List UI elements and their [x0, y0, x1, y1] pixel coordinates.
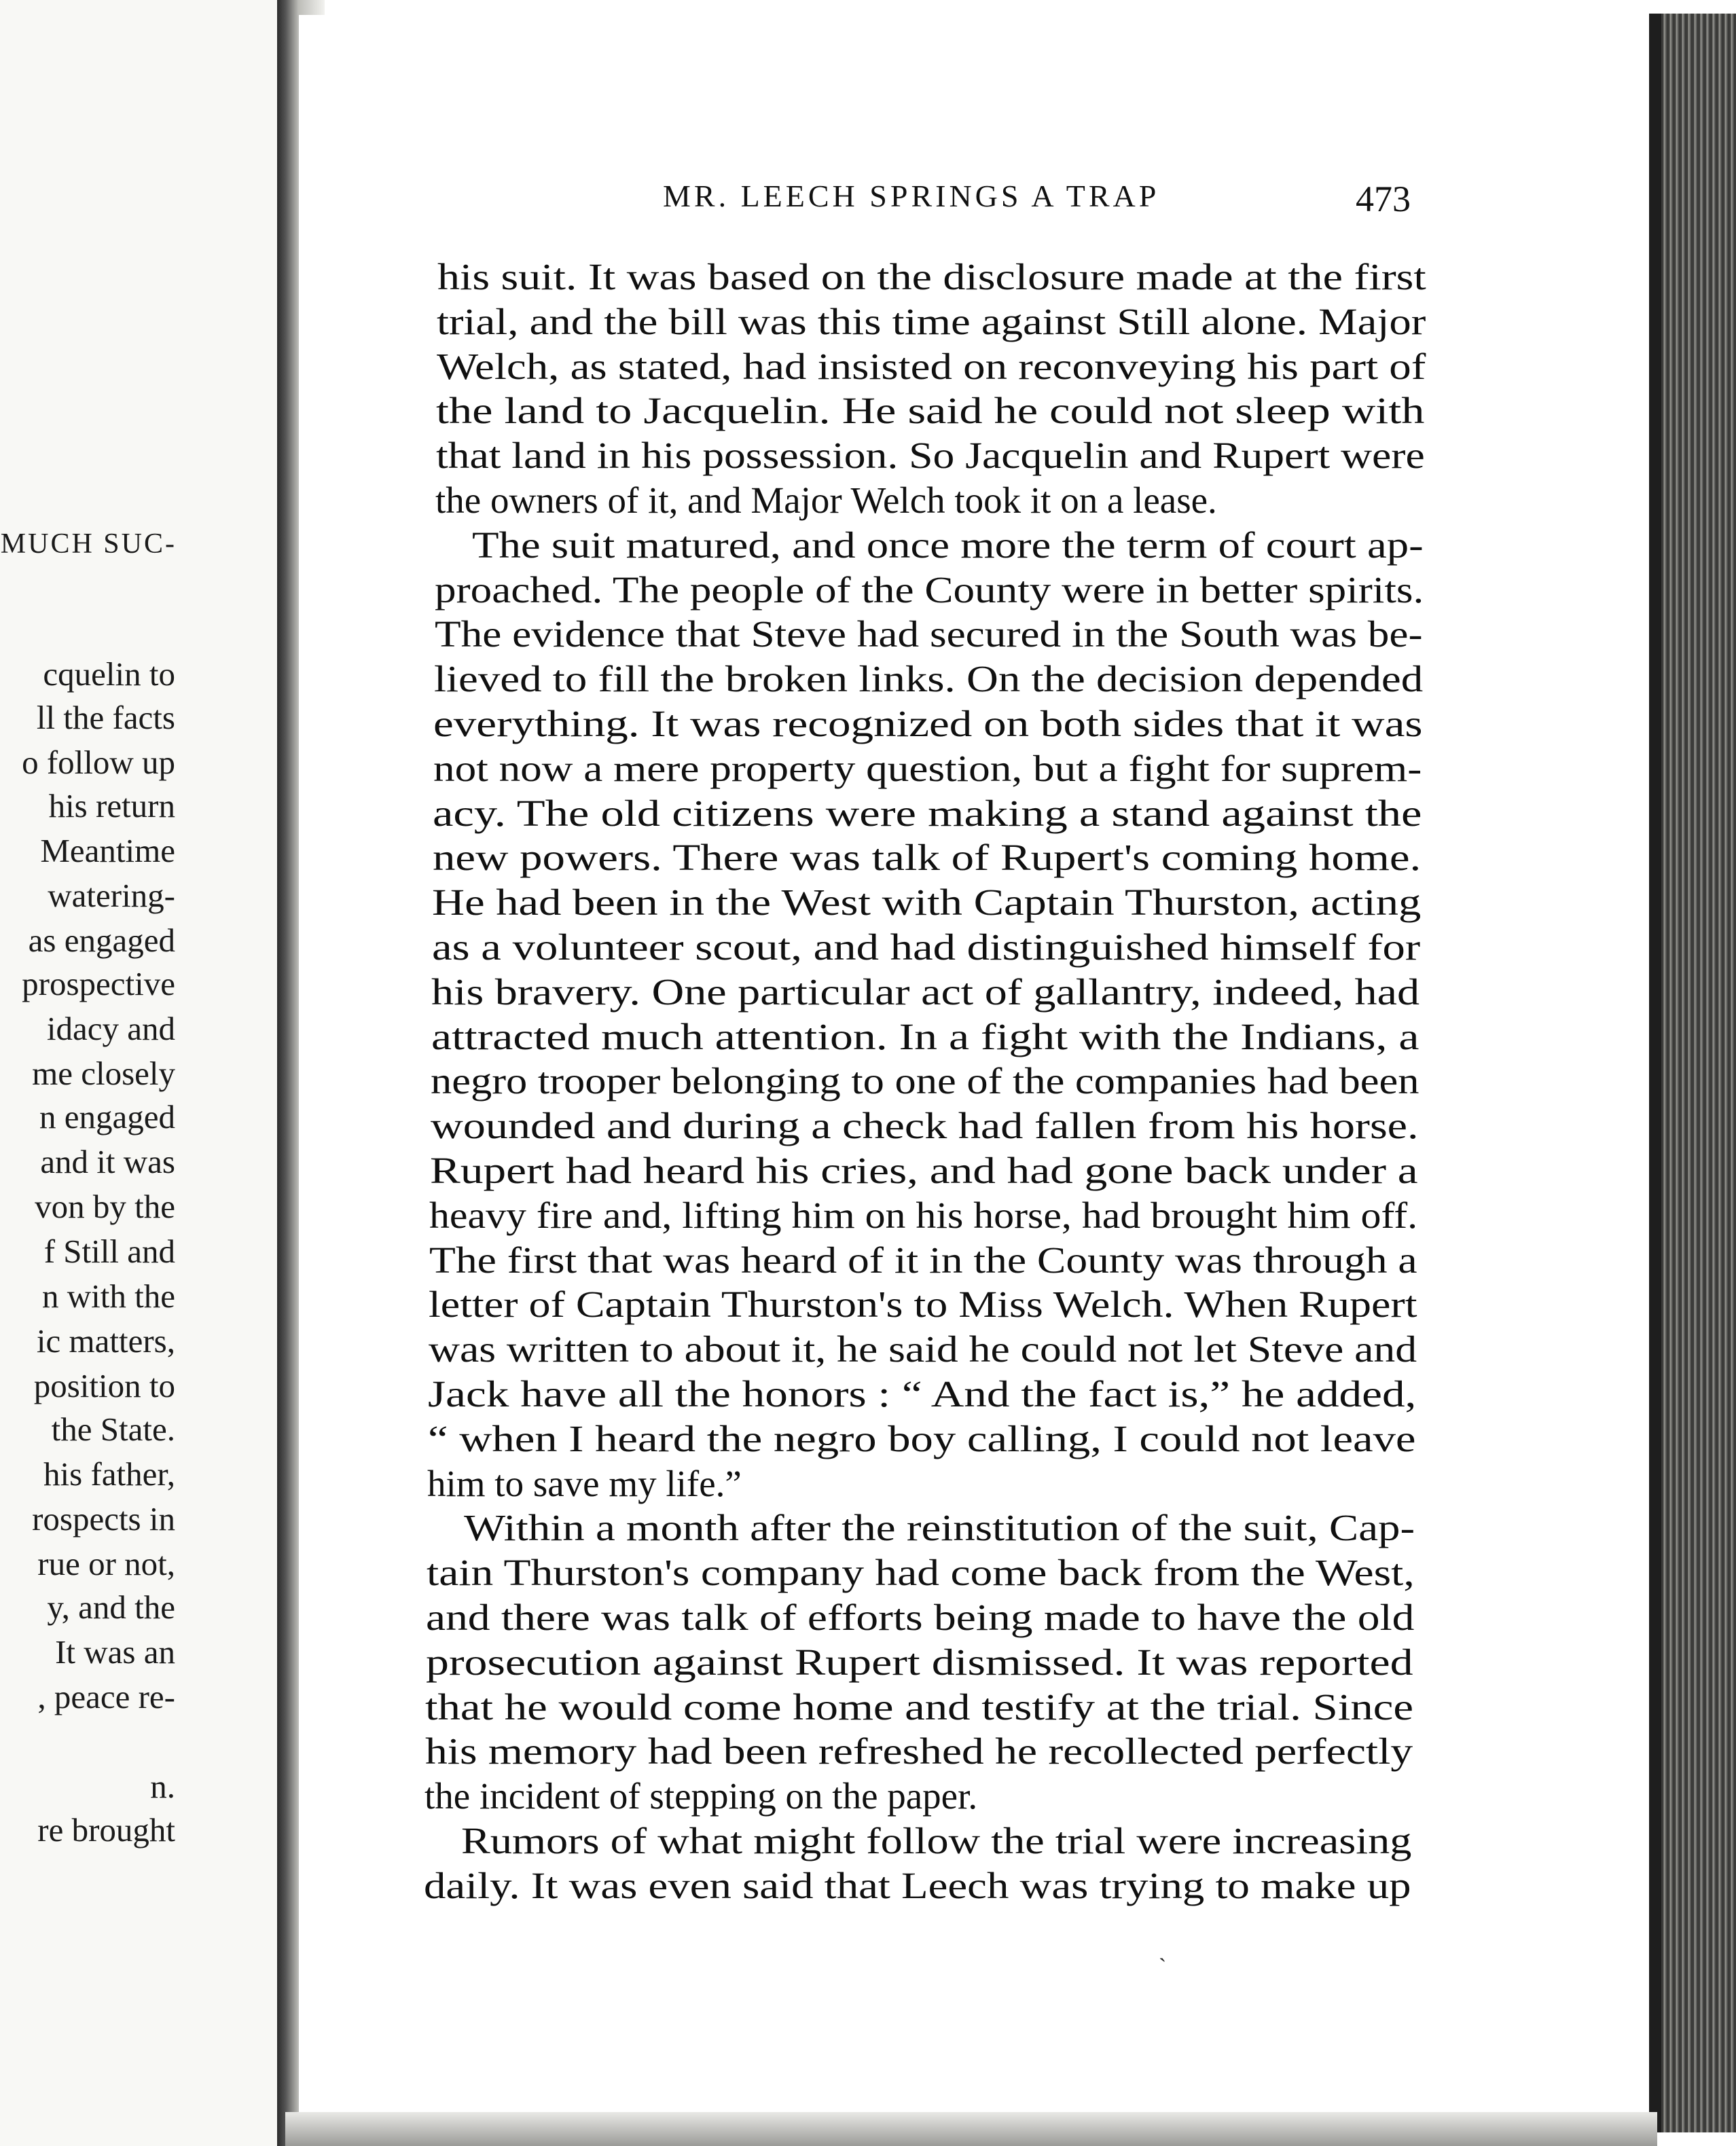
body-line: proached. The people of the County were in better spirits. — [435, 569, 1424, 611]
body-line: as a volunteer scout, and had distinguished himself for — [432, 926, 1421, 968]
left-page-line: prospective — [22, 965, 175, 1002]
left-page-line: ll the facts — [36, 699, 175, 736]
body-line: Rumors of what might follow the trial were increasing — [461, 1820, 1412, 1861]
body-line: the incident of stepping on the paper. — [424, 1775, 978, 1817]
left-page-line: f Still and — [43, 1233, 175, 1270]
page-number: 473 — [1356, 179, 1411, 219]
body-line: The evidence that Steve had secured in the South was be- — [435, 613, 1423, 655]
left-page-line: rue or not, — [37, 1545, 175, 1582]
left-page-line: re brought — [37, 1811, 175, 1849]
body-line: the owners of it, and Major Welch took it on a lease. — [435, 479, 1217, 521]
footer-mark: ˎ — [1159, 1937, 1167, 1962]
left-page-line: the State. — [51, 1411, 175, 1448]
left-page-line: Meantime — [40, 832, 175, 869]
left-page-line: , peace re- — [37, 1678, 175, 1715]
body-line: him to save my life.” — [427, 1463, 742, 1504]
facing-page-left — [0, 0, 278, 2146]
body-line: Welch, as stated, had insisted on reconveying his part of — [437, 346, 1426, 387]
left-page-line: ic matters, — [36, 1322, 175, 1360]
body-line: new powers. There was talk of Rupert's coming home. — [433, 837, 1422, 878]
left-page-line: n engaged — [39, 1098, 175, 1135]
body-line: wounded and during a check had fallen from his horse. — [431, 1105, 1419, 1146]
left-page-line: n with the — [42, 1277, 175, 1315]
body-line: He had been in the West with Captain Thurston, acting — [432, 881, 1422, 923]
body-line: trial, and the bill was this time against Still alone. Major — [437, 301, 1426, 342]
body-line: daily. It was even said that Leech was trying to make up — [424, 1865, 1411, 1906]
left-page-line: watering- — [48, 877, 175, 914]
body-line: letter of Captain Thurston's to Miss Welch. When Rupert — [429, 1284, 1417, 1325]
left-page-line: rospects in — [32, 1500, 175, 1538]
body-line: his memory had been refreshed he recollected perfectly — [425, 1730, 1413, 1772]
body-line: negro trooper belonging to one of the companies had been — [431, 1060, 1419, 1102]
body-line: Rupert had heard his cries, and had gone back under a — [430, 1150, 1418, 1191]
body-line: his suit. It was based on the disclosure made at the first — [437, 256, 1426, 297]
body-line: attracted much attention. In a fight with the Indians, a — [431, 1016, 1419, 1057]
left-page-line: n. — [150, 1768, 175, 1805]
left-page-line: position to — [33, 1367, 175, 1404]
left-page-line: as engaged — [28, 922, 175, 959]
body-line: heavy fire and, lifting him on his horse, had brought him off. — [429, 1195, 1418, 1236]
body-line: that land in his possession. So Jacquelin and Rupert were — [436, 435, 1425, 476]
body-line: not now a mere property question, but a fight for suprem- — [433, 748, 1422, 789]
body-line: “ when I heard the negro boy calling, I could not leave — [428, 1418, 1416, 1459]
body-line: acy. The old citizens were making a stand against the — [433, 793, 1422, 834]
body-line: tain Thurston's company had come back from the West, — [427, 1552, 1415, 1593]
left-page-line: von by the — [35, 1188, 175, 1225]
left-page-line: o follow up — [22, 744, 175, 781]
left-page-line: me closely — [32, 1055, 175, 1092]
body-line: everything. It was recognized on both sides that it was — [433, 703, 1423, 744]
body-line: Jack have all the honors : “ And the fact is,” he added, — [428, 1373, 1417, 1415]
left-page-line: and it was — [40, 1143, 175, 1180]
body-line: lieved to fill the broken links. On the decision depended — [434, 658, 1424, 699]
body-line: The suit matured, and once more the term of court ap- — [472, 524, 1424, 566]
left-page-line: MUCH SUC- — [0, 528, 177, 560]
left-page-line: y, and the — [47, 1588, 175, 1626]
running-head: MR. LEECH SPRINGS A TRAP — [663, 179, 1160, 213]
body-line: and there was talk of efforts being made to have the old — [426, 1597, 1415, 1638]
body-line: Within a month after the reinstitution of the suit, Cap- — [464, 1507, 1415, 1548]
page-bottom-shadow — [285, 2112, 1657, 2146]
body-line: prosecution against Rupert dismissed. It was reported — [426, 1641, 1413, 1683]
body-line: The first that was heard of it in the County was through a — [429, 1239, 1417, 1281]
body-line: the land to Jacquelin. He said he could not sleep with — [436, 390, 1425, 431]
left-page-line: idacy and — [46, 1010, 175, 1047]
body-line: his bravery. One particular act of gallantry, indeed, had — [431, 971, 1420, 1013]
left-page-line: cquelin to — [43, 655, 175, 693]
body-line: was written to about it, he said he could not let Steve and — [429, 1328, 1417, 1370]
page-edges — [1649, 14, 1736, 2132]
left-page-line: his return — [48, 787, 175, 824]
left-page-line: It was an — [55, 1633, 175, 1671]
body-line: that he would come home and testify at the trial. Since — [425, 1686, 1413, 1728]
left-page-line: his father, — [43, 1455, 175, 1493]
